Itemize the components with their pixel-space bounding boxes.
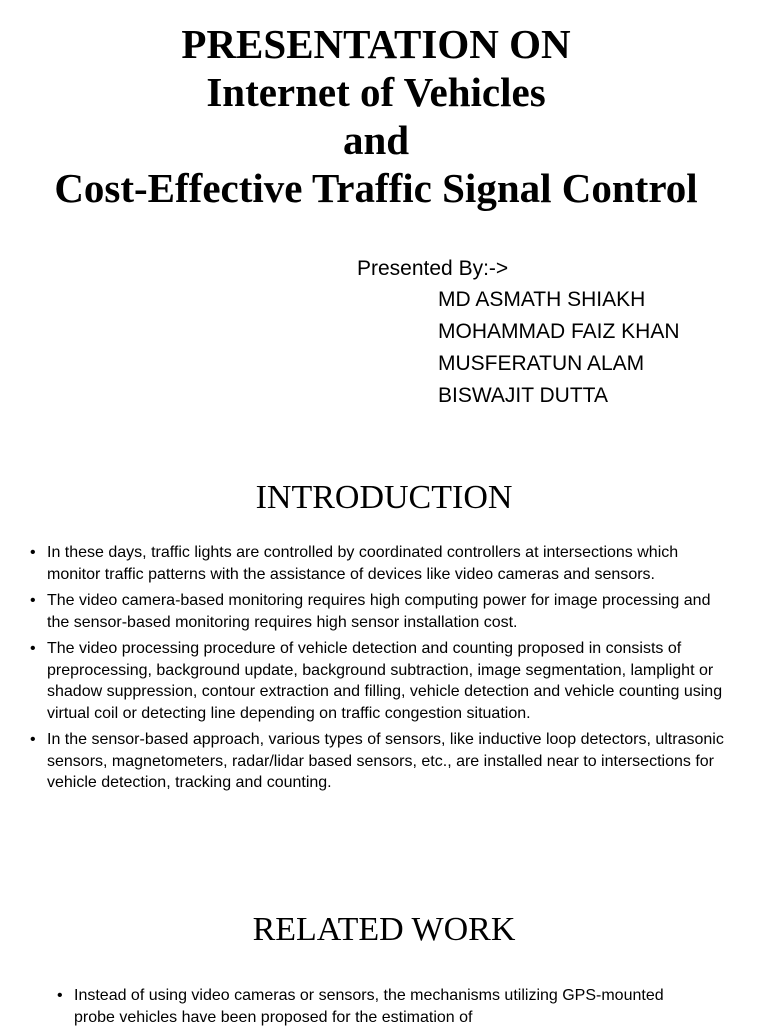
- presentation-title: [0, 20, 752, 212]
- bullet-item: [30, 590, 735, 633]
- bullet-item: [30, 542, 735, 585]
- bullet-icon: •: [57, 987, 63, 1004]
- presenter-name: MD ASMATH SHIAKH: [438, 288, 646, 311]
- introduction-bullet-list: [30, 542, 735, 799]
- related-work-bullet-list: [57, 985, 707, 1033]
- bullet-text: In the sensor-based approach, various types of sensors, like inductive loop detectors, ultrasonic sensors, magnetometers, radar/lidar based sensors, etc., are installed near to intersections for vehicle detection, tracking and counting.: [47, 731, 724, 791]
- bullet-icon: •: [30, 640, 36, 657]
- title-line-2: Internet of Vehicles: [206, 69, 546, 115]
- bullet-icon: •: [30, 592, 36, 609]
- title-line-1: PRESENTATION ON: [181, 21, 571, 67]
- bullet-icon: •: [30, 731, 36, 748]
- bullet-text: Instead of using video cameras or sensors, the mechanisms utilizing GPS-mounted probe vehicles have been proposed for the estimation of: [74, 987, 664, 1026]
- bullet-icon: •: [30, 544, 36, 561]
- title-line-3: and: [342, 117, 410, 163]
- bullet-item: [30, 729, 735, 794]
- related-work-heading: RELATED WORK: [252, 911, 516, 948]
- bullet-item: [30, 638, 735, 724]
- title-line-4: Cost-Effective Traffic Signal Control: [54, 165, 698, 211]
- bullet-text: In these days, traffic lights are controlled by coordinated controllers at intersections which monitor traffic patterns with the assistance of devices like video cameras and sensors.: [47, 544, 679, 583]
- presenter-list: [438, 284, 680, 412]
- introduction-heading: INTRODUCTION: [255, 479, 513, 516]
- presenter-name: MOHAMMAD FAIZ KHAN: [438, 320, 680, 343]
- bullet-text: The video processing procedure of vehicle detection and counting proposed in consists of preprocessing, background update, background subtraction, image segmentation, lamplight or shadow suppression, contour extraction and filling, vehicle detection and vehicle counting using virtual coil or detecting line depending on traffic congestion situation.: [47, 640, 723, 722]
- presented-by-label: Presented By:->: [357, 257, 509, 280]
- presenter-name: MUSFERATUN ALAM: [438, 352, 645, 375]
- bullet-text: The video camera-based monitoring requires high computing power for image processing and the sensor-based monitoring requires high sensor installation cost.: [47, 592, 711, 631]
- bullet-item: [57, 985, 707, 1028]
- presenter-name: BISWAJIT DUTTA: [438, 384, 608, 407]
